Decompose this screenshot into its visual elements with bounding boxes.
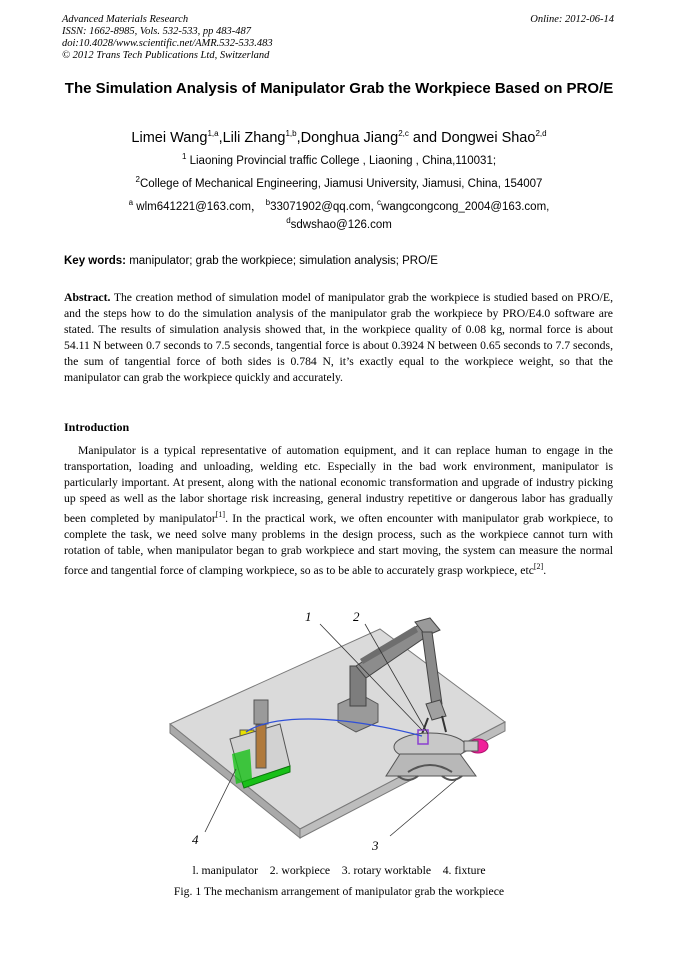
abstract: [64, 290, 613, 386]
citation-2: [2]: [533, 561, 544, 571]
email-sup: c: [377, 198, 382, 208]
online-date: Online: 2012-06-14: [530, 14, 614, 25]
figure-mechanism-diagram: [160, 604, 520, 856]
copyright-line: © 2012 Trans Tech Publications Ltd, Switzerland: [62, 50, 270, 61]
email-line-2: [60, 216, 618, 231]
keywords: [64, 255, 614, 267]
callout-line-3: [390, 780, 456, 836]
callout-label-1: 1: [305, 609, 312, 624]
keywords-text: manipulator; grab the workpiece; simulation analysis; PRO/E: [126, 255, 438, 267]
email-sup: d: [286, 216, 291, 226]
affiliation-1: [60, 152, 618, 167]
email-sup: b: [265, 198, 271, 208]
email-a: wlm641221@163.com，: [136, 201, 263, 213]
affiliation-2: [60, 175, 618, 190]
author-separator: and: [408, 130, 442, 146]
abstract-label: Abstract.: [64, 291, 111, 304]
callout-label-3: 3: [372, 838, 379, 853]
author-name: Limei Wang: [131, 130, 208, 146]
keywords-label: Key words:: [64, 255, 126, 267]
email-d: sdwshao@126.com: [290, 219, 392, 231]
doi-line: doi:10.4028/www.scientific.net/AMR.532-533.483: [62, 38, 273, 49]
worktable-motor: [464, 739, 488, 753]
author-sup: 1,a: [207, 129, 219, 139]
affiliation-text: College of Mechanical Engineering, Jiamusi University, Jiamusi, China, 154007: [139, 178, 543, 190]
author-name: Dongwei Shao: [441, 130, 536, 146]
author-list: [60, 130, 618, 146]
author-separator: ,: [218, 130, 223, 146]
email-line-1: [60, 198, 618, 214]
citation-1: [1]: [215, 510, 226, 519]
email-b: 33071902@qq.com,: [270, 201, 378, 213]
author-name: Donghua Jiang: [300, 130, 399, 146]
author-name: Lili Zhang: [222, 130, 286, 146]
email-c: wangcongcong_2004@163.com,: [381, 201, 550, 213]
journal-name: Advanced Materials Research: [62, 14, 189, 25]
author-separator: ,: [296, 130, 301, 146]
author-sup: 2,d: [535, 129, 547, 139]
callout-label-4: 4: [192, 832, 199, 847]
introduction-paragraph: [64, 443, 613, 579]
author-sup: 1,b: [285, 129, 297, 139]
figure-legend: l. manipulator 2. workpiece 3. rotary worktable 4. fixture: [192, 864, 486, 877]
journal-header: [62, 14, 273, 62]
base-plate: [170, 629, 505, 838]
intro-text-2: . In the practical work, we often encounter with manipulator grab workpiece, to complete the task, we need solve many problems in the design process, such as the workpiece cannot turn with rotation of table, when manipulator began to grab workpiece and start moving, the system can measure the normal force and tangential force of clamping workpiece, so as to be able to accurately grasp workpiece, etc: [64, 511, 614, 577]
issn-line: ISSN: 1662-8985, Vols. 532-533, pp 483-487: [62, 26, 251, 37]
affiliation-text: Liaoning Provincial traffic College , Liaoning , China,110031;: [189, 155, 497, 167]
email-sup: a: [128, 198, 134, 208]
intro-text-3: .: [543, 563, 547, 577]
affiliation-sup: 1: [181, 152, 187, 162]
affiliation-sup: 2: [135, 175, 140, 185]
author-sup: 2,c: [398, 129, 409, 139]
abstract-text: The creation method of simulation model of manipulator grab the workpiece is studied based on PRO/E, and the steps how to do the simulation analysis of the manipulator grab the workpiece by PRO/E4.0 software are stated. The results of simulation analysis showed that, in the workpiece quality of 0.08 kg, normal force is about 54.11 N between 0.7 seconds to 7.5 seconds, tangential force is about 0.3924 N between 0.65 seconds to 7.7 seconds, the sum of tangential force of both sides is 0.784 N, it’s exactly equal to the workpiece weight, so that the manipulator can grab the workpiece quickly and accurately.: [64, 291, 613, 384]
section-heading-introduction: Introduction: [64, 420, 130, 434]
intro-text-1: Manipulator is a typical representative of automation equipment, and it can replace human to engage in the transportation, loading and unloading, welding etc. Especially in the bad work environment, manipulator is particularly important. At present, along with the national economic transformation and upgrade of industry picking up speed as well as the labor shortage risk increasing, general industry repetitive or dangerous labor has gradually been completed by manipulator: [64, 444, 613, 525]
figure-caption: Fig. 1 The mechanism arrangement of manipulator grab the workpiece: [173, 885, 505, 898]
callout-label-2: 2: [353, 609, 360, 624]
paper-title: The Simulation Analysis of Manipulator Grab the Workpiece Based on PRO/E: [64, 80, 614, 97]
callout-line-4: [205, 769, 236, 832]
